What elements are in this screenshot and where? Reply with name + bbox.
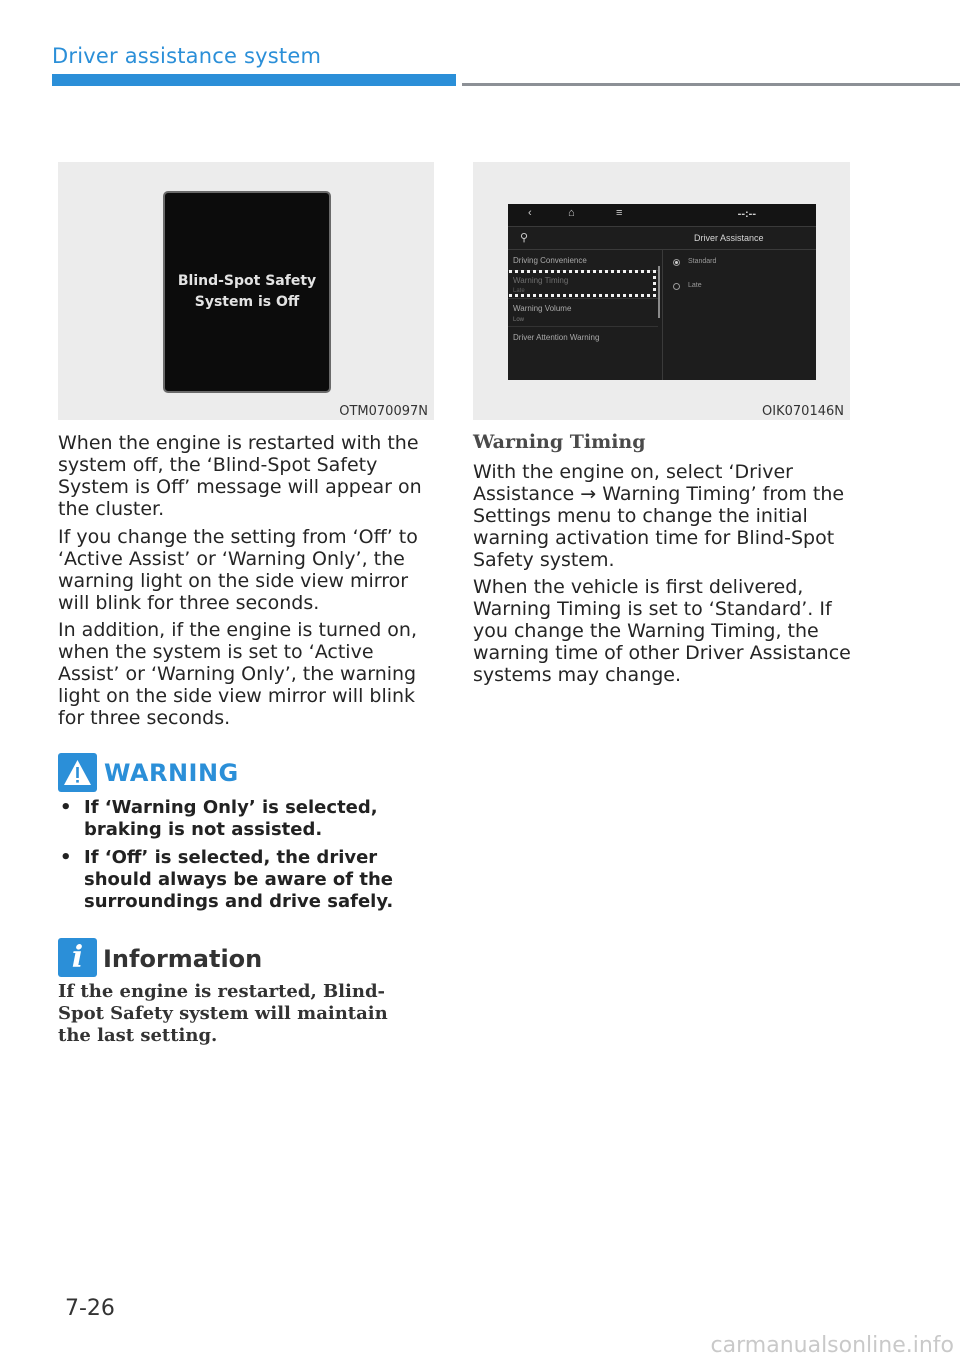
selection-highlight — [508, 270, 656, 297]
header-rule — [462, 83, 960, 86]
menu-item-warning-volume: Warning Volume — [513, 304, 572, 313]
screen-divider — [662, 250, 663, 380]
warning-icon — [58, 753, 97, 792]
paragraph: When the engine is restarted with the system off, the ‘Blind-Spot Safety System is Off’ message will appear on the cluster. — [58, 432, 422, 520]
subheading: Warning Timing — [473, 431, 646, 453]
settings-screen — [508, 204, 816, 380]
watermark: carmanualsonline.info — [710, 1333, 954, 1358]
figure-caption: OIK070146N — [762, 404, 844, 419]
menu-item-driving-convenience: Driving Convenience — [513, 256, 587, 265]
screen-header: Driver Assistance — [694, 233, 764, 243]
warning-bullet: • If ‘Off’ is selected, the driver should always be aware of the surroundings and drive safely. — [58, 847, 438, 913]
menu-item-driver-attention-warning: Driver Attention Warning — [513, 333, 600, 342]
search-icon: ⚲ — [520, 232, 529, 244]
section-title: Driver assistance system — [52, 44, 322, 68]
paragraph: With the engine on, select ‘Driver Assistance → Warning Timing’ from the Settings menu to change the initial warning activation time for Blind-Spot Safety system. — [473, 461, 845, 571]
warning-bullet-text: If ‘Off’ is selected, the driver should always be aware of the surroundings and drive safely. — [84, 847, 394, 912]
menu-item-warning-timing-value: Late — [513, 288, 525, 294]
warning-bullet: • If ‘Warning Only’ is selected, braking is not assisted. — [58, 797, 438, 841]
menu-item-warning-volume-value: Low — [513, 317, 525, 323]
menu-item-warning-timing: Warning Timing — [513, 276, 569, 285]
info-text: If the engine is restarted, Blind-Spot Safety system will maintain the last setting. — [58, 981, 388, 1046]
figure-caption: OTM070097N — [339, 404, 428, 419]
menu-icon: ≡ — [616, 207, 623, 219]
info-icon: i — [58, 938, 97, 977]
screen-top-bar — [508, 204, 816, 227]
menu-divider — [508, 298, 658, 299]
option-standard: Standard — [688, 258, 717, 265]
warning-bullet-text: If ‘Warning Only’ is selected, braking is not assisted. — [84, 797, 378, 840]
back-icon: ‹ — [528, 207, 532, 219]
cluster-display — [163, 191, 331, 393]
radio-late — [673, 283, 680, 290]
menu-scrollbar — [658, 266, 660, 318]
paragraph: In addition, if the engine is turned on, when the system is set to ‘Active Assist’ or ‘Warning Only’, the warning light on the side view mirror will blink for three seconds. — [58, 619, 417, 729]
info-title: Information — [103, 945, 263, 973]
menu-divider — [508, 326, 658, 327]
radio-standard — [673, 259, 680, 266]
cluster-figure — [58, 162, 434, 420]
home-icon: ⌂ — [568, 207, 575, 219]
paragraph: When the vehicle is first delivered, Warning Timing is set to ‘Standard’. If you change the Warning Timing, the warning time of other Driver Assistance systems may change. — [473, 576, 851, 686]
screen-time: --:-- — [737, 208, 756, 220]
option-late: Late — [688, 282, 702, 289]
settings-screen-figure — [473, 162, 850, 420]
header-rule-accent — [52, 74, 456, 86]
warning-title: WARNING — [104, 759, 239, 787]
page-number: 7-26 — [65, 1296, 115, 1321]
cluster-message: Blind-Spot Safety System is Off — [177, 273, 317, 310]
paragraph: If you change the setting from ‘Off’ to ‘Active Assist’ or ‘Warning Only’, the warning light on the side view mirror will blink for three seconds. — [58, 526, 418, 614]
